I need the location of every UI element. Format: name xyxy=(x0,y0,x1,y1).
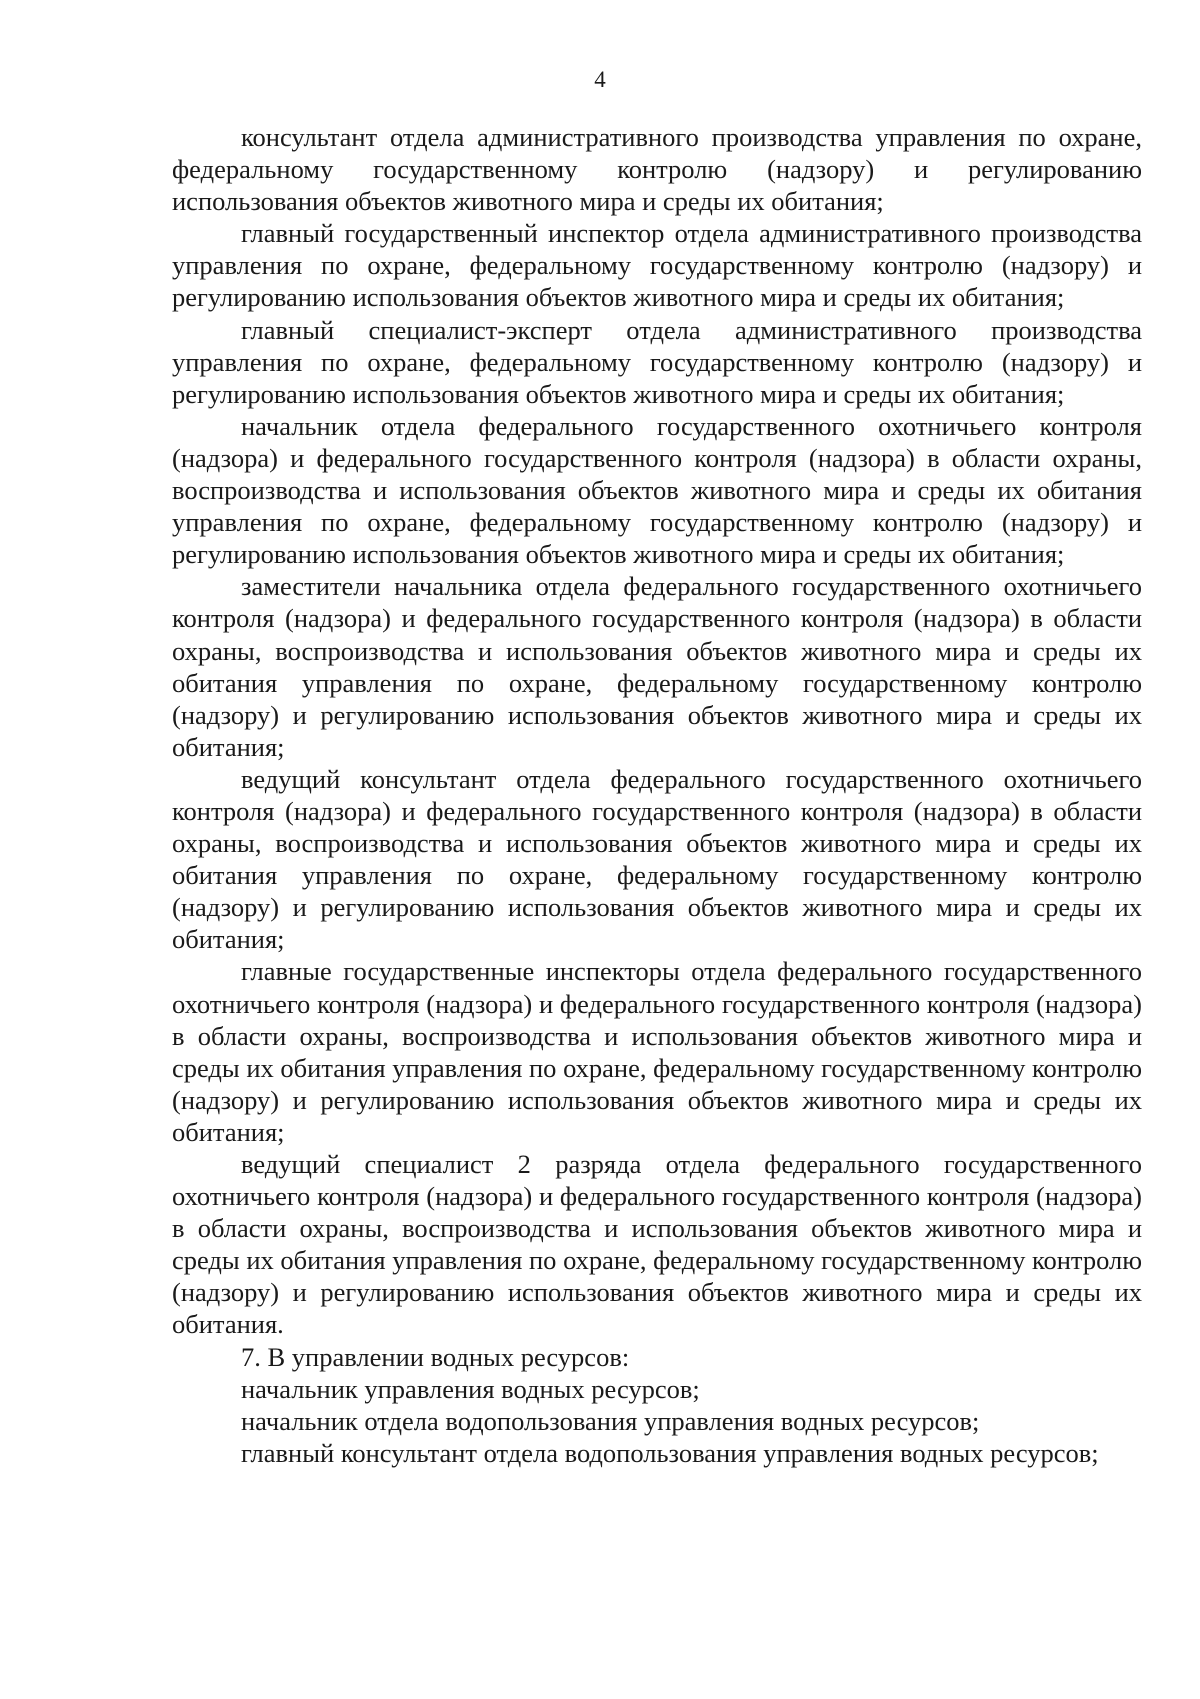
section-heading-water-resources: 7. В управлении водных ресурсов: xyxy=(241,1341,630,1372)
paragraph-chief-inspector-admin: главный государственный инспектор отдела административного производства управления по охране, федеральному государственному контролю (надзору) и регулированию использования объектов животного мира и среды их обитания; xyxy=(172,218,1142,313)
paragraph-chief-consultant-water-use: главный консультант отдела водопользования управления водных ресурсов; xyxy=(241,1437,1099,1468)
paragraph-lead-specialist-hunting-control: ведущий специалист 2 разряда отдела федерального государственного охотничьего контроля (надзора) и федерального государственного контроля (надзора) в области охраны, воспроизводства и использования объектов животного мира и среды их обитания управления по охране, федеральному государственному контролю (надзору) и регулированию использования объектов животного мира и среды их обитания. xyxy=(172,1149,1142,1340)
paragraph-chief-specialist-admin: главный специалист-эксперт отдела административного производства управления по охране, федеральному государственному контролю (надзору) и регулированию использования объектов животного мира и среды их обитания; xyxy=(172,314,1142,409)
page-number: 4 xyxy=(594,67,606,92)
paragraph-chief-inspectors-hunting-control: главные государственные инспекторы отдела федерального государственного охотничьего контроля (надзора) и федерального государственного контроля (надзора) в области охраны, воспроизводства и использования объектов животного мира и среды их обитания управления по охране, федеральному государственному контролю (надзору) и регулированию использования объектов животного мира и среды их обитания; xyxy=(172,956,1142,1147)
paragraph-head-water-use: начальник отдела водопользования управления водных ресурсов; xyxy=(241,1405,980,1436)
paragraph-head-hunting-control: начальник отдела федерального государственного охотничьего контроля (надзора) и федерального государственного контроля (надзора) в области охраны, воспроизводства и использования объектов животного мира и среды их обитания управления по охране, федеральному государственному контролю (надзору) и регулированию использования объектов животного мира и среды их обитания; xyxy=(172,410,1142,570)
document-body xyxy=(172,121,1142,1469)
paragraph-consultant-admin: консультант отдела административного производства управления по охране, федеральному государственному контролю (надзору) и регулированию использования объектов животного мира и среды их обитания; xyxy=(172,122,1142,217)
paragraph-deputy-heads-hunting-control: заместители начальника отдела федерального государственного охотничьего контроля (надзора) и федерального государственного контроля (надзора) в области охраны, воспроизводства и использования объектов животного мира и среды их обитания управления по охране, федеральному государственному контролю (надзору) и регулированию использования объектов животного мира и среды их обитания; xyxy=(172,571,1142,762)
paragraph-head-water-resources: начальник управления водных ресурсов; xyxy=(241,1373,700,1404)
paragraph-lead-consultant-hunting-control: ведущий консультант отдела федерального государственного охотничьего контроля (надзора) и федерального государственного контроля (надзора) в области охраны, воспроизводства и использования объектов животного мира и среды их обитания управления по охране, федеральному государственному контролю (надзору) и регулированию использования объектов животного мира и среды их обитания; xyxy=(172,763,1142,955)
